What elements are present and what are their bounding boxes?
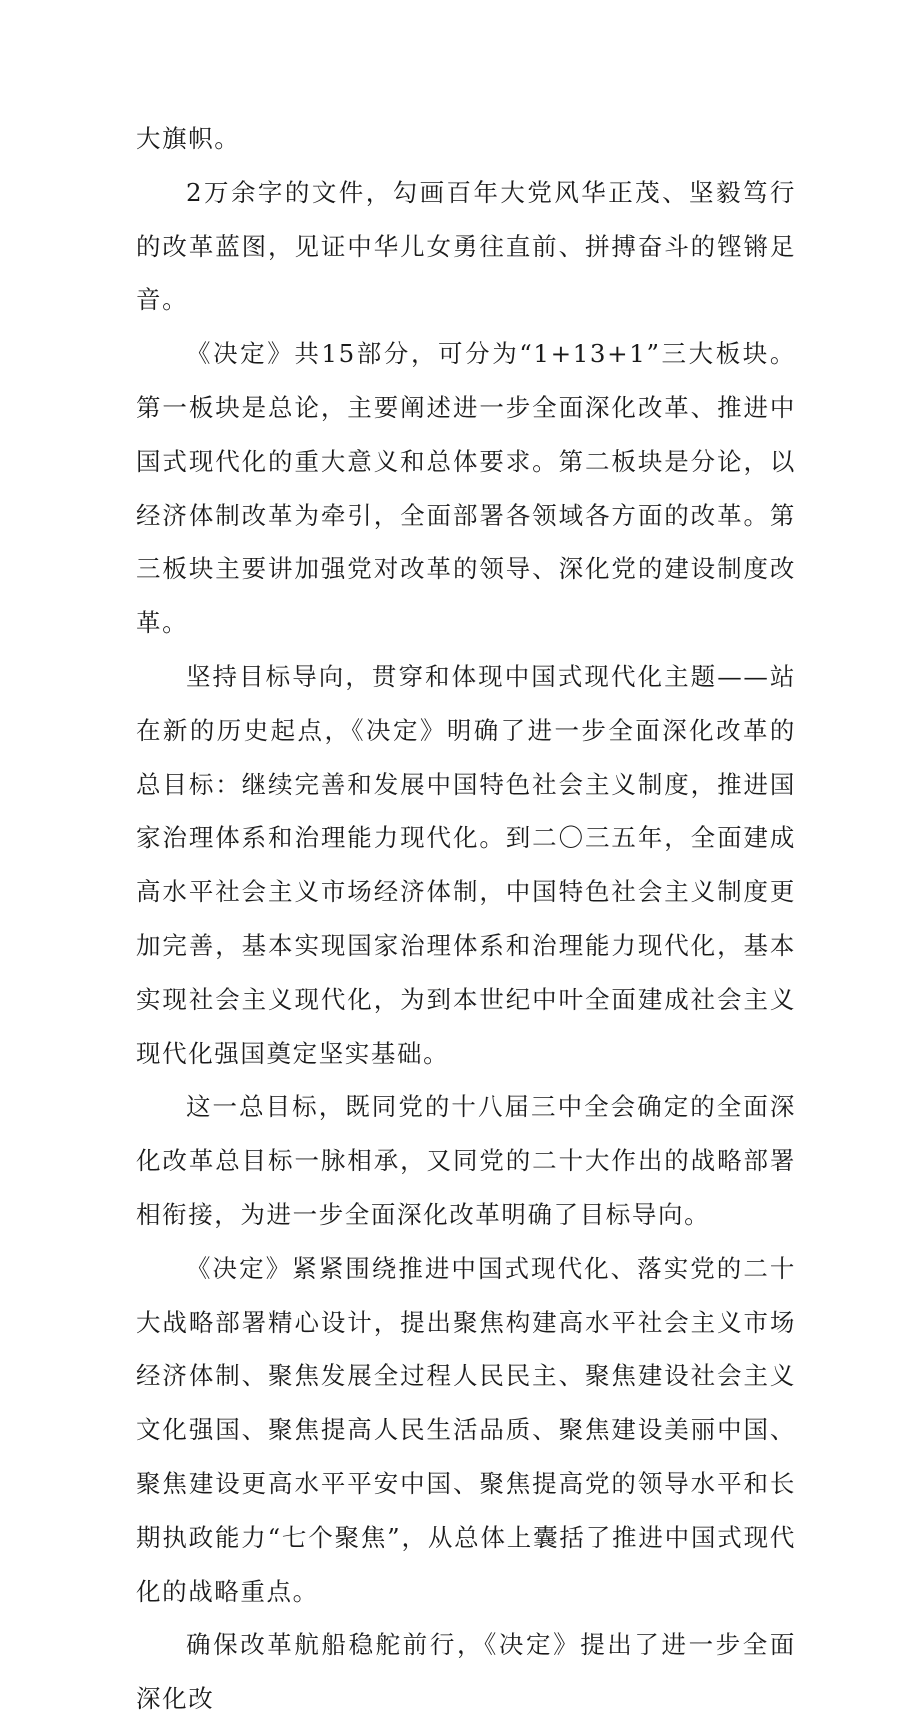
paragraph-blueprint: 2万余字的文件，勾画百年大党风华正茂、坚毅笃行的改革蓝图，见证中华儿女勇往直前、拼搏奋斗的铿锵足音。	[136, 177, 796, 315]
paragraph-seven-focuses: 《决定》紧紧围绕推进中国式现代化、落实党的二十大战略部署精心设计，提出聚焦构建高水平社会主义市场经济体制、聚焦发展全过程人民民主、聚焦建设社会主义文化强国、聚焦提高人民生活品质、聚焦建设美丽中国、聚焦建设更高水平平安中国、聚焦提高党的领导水平和长期执政能力“七个聚焦”，从总体上囊括了推进中国式现代化的战略重点。	[136, 1253, 796, 1606]
document-body	[136, 112, 796, 1726]
paragraph-goal-continuity: 这一总目标，既同党的十八届三中全会确定的全面深化改革总目标一脉相承，又同党的二十大作出的战略部署相衔接，为进一步全面深化改革明确了目标导向。	[136, 1092, 796, 1229]
paragraph-structure: 《决定》共15部分，可分为“1+13+1”三大板块。第一板块是总论，主要阐述进一步全面深化改革、推进中国式现代化的重大意义和总体要求。第二板块是分论，以经济体制改革为牵引，全面部署各领域各方面的改革。第三板块主要讲加强党对改革的领导、深化党的建设制度改革。	[136, 339, 796, 638]
paragraph-general-goal: 坚持目标导向，贯穿和体现中国式现代化主题——站在新的历史起点，《决定》明确了进一步全面深化改革的总目标：继续完善和发展中国特色社会主义制度，推进国家治理体系和治理能力现代化。到二〇三五年，全面建成高水平社会主义市场经济体制，中国特色社会主义制度更加完善，基本实现国家治理体系和治理能力现代化，基本实现社会主义现代化，为到本世纪中叶全面建成社会主义现代化强国奠定坚实基础。	[136, 661, 796, 1068]
paragraph-continuation: 大旗帜。	[136, 124, 241, 153]
paragraph-reform-direction: 确保改革航船稳舵前行，《决定》提出了进一步全面深化改	[136, 1630, 796, 1714]
